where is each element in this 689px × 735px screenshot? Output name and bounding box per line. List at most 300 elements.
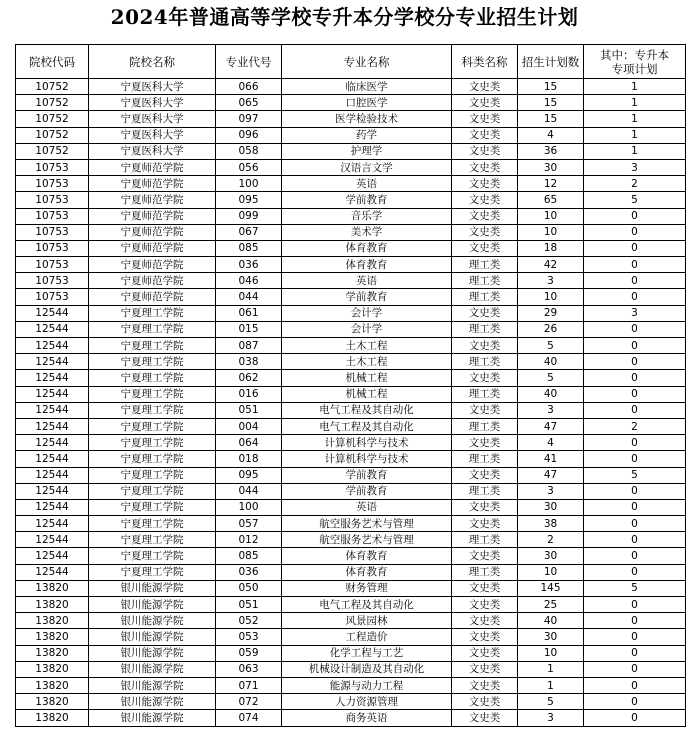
major-name-cell: 体育教育 xyxy=(282,564,452,580)
school-code-cell: 12544 xyxy=(16,451,89,467)
school-name-cell: 银川能源学院 xyxy=(89,597,216,613)
plan-count-cell: 15 xyxy=(518,95,584,111)
school-code-cell: 12544 xyxy=(16,483,89,499)
plan-count-cell: 3 xyxy=(518,273,584,289)
major-name-cell: 计算机科学与技术 xyxy=(282,435,452,451)
major-name-cell: 英语 xyxy=(282,273,452,289)
table-row xyxy=(16,661,686,677)
category-cell: 理工类 xyxy=(452,257,518,273)
major-name-cell: 英语 xyxy=(282,176,452,192)
table-row xyxy=(16,305,686,321)
major-code-cell: 044 xyxy=(216,483,282,499)
major-code-cell: 067 xyxy=(216,224,282,240)
plan-count-cell: 25 xyxy=(518,597,584,613)
category-cell: 文史类 xyxy=(452,597,518,613)
category-cell: 文史类 xyxy=(452,645,518,661)
school-code-cell: 12544 xyxy=(16,564,89,580)
category-cell: 文史类 xyxy=(452,435,518,451)
special-plan-cell: 0 xyxy=(584,710,686,726)
major-code-cell: 065 xyxy=(216,95,282,111)
school-name-cell: 宁夏理工学院 xyxy=(89,354,216,370)
category-cell: 理工类 xyxy=(452,289,518,305)
special-plan-cell: 1 xyxy=(584,127,686,143)
major-code-cell: 015 xyxy=(216,321,282,337)
school-name-cell: 宁夏理工学院 xyxy=(89,305,216,321)
table-row xyxy=(16,224,686,240)
category-cell: 文史类 xyxy=(452,370,518,386)
category-cell: 文史类 xyxy=(452,710,518,726)
category-cell: 文史类 xyxy=(452,305,518,321)
school-code-cell: 12544 xyxy=(16,402,89,418)
special-plan-cell: 5 xyxy=(584,192,686,208)
header-school-name: 院校名称 xyxy=(89,45,216,79)
major-name-cell: 医学检验技术 xyxy=(282,111,452,127)
school-code-cell: 10752 xyxy=(16,111,89,127)
special-plan-cell: 0 xyxy=(584,661,686,677)
category-cell: 文史类 xyxy=(452,240,518,256)
table-row xyxy=(16,629,686,645)
table-row xyxy=(16,321,686,337)
table-row xyxy=(16,354,686,370)
table-row xyxy=(16,111,686,127)
school-name-cell: 宁夏理工学院 xyxy=(89,467,216,483)
special-plan-cell: 0 xyxy=(584,338,686,354)
plan-count-cell: 10 xyxy=(518,564,584,580)
major-code-cell: 053 xyxy=(216,629,282,645)
school-name-cell: 宁夏理工学院 xyxy=(89,435,216,451)
major-code-cell: 072 xyxy=(216,694,282,710)
major-code-cell: 097 xyxy=(216,111,282,127)
school-name-cell: 银川能源学院 xyxy=(89,694,216,710)
school-code-cell: 10752 xyxy=(16,79,89,95)
plan-count-cell: 15 xyxy=(518,111,584,127)
category-cell: 理工类 xyxy=(452,451,518,467)
major-code-cell: 050 xyxy=(216,580,282,596)
major-name-cell: 机械工程 xyxy=(282,386,452,402)
special-plan-cell: 2 xyxy=(584,418,686,434)
major-name-cell: 学前教育 xyxy=(282,467,452,483)
major-name-cell: 土木工程 xyxy=(282,354,452,370)
school-name-cell: 宁夏师范学院 xyxy=(89,257,216,273)
plan-count-cell: 36 xyxy=(518,143,584,159)
major-name-cell: 体育教育 xyxy=(282,240,452,256)
special-plan-cell: 5 xyxy=(584,580,686,596)
school-code-cell: 10753 xyxy=(16,289,89,305)
category-cell: 文史类 xyxy=(452,694,518,710)
header-major-code: 专业代号 xyxy=(216,45,282,79)
major-code-cell: 100 xyxy=(216,499,282,515)
major-name-cell: 会计学 xyxy=(282,321,452,337)
school-name-cell: 银川能源学院 xyxy=(89,613,216,629)
category-cell: 文史类 xyxy=(452,402,518,418)
special-plan-cell: 1 xyxy=(584,95,686,111)
category-cell: 理工类 xyxy=(452,321,518,337)
category-cell: 理工类 xyxy=(452,532,518,548)
school-name-cell: 宁夏理工学院 xyxy=(89,516,216,532)
major-name-cell: 美术学 xyxy=(282,224,452,240)
major-code-cell: 085 xyxy=(216,240,282,256)
category-cell: 文史类 xyxy=(452,176,518,192)
major-code-cell: 044 xyxy=(216,289,282,305)
table-row xyxy=(16,208,686,224)
school-code-cell: 13820 xyxy=(16,710,89,726)
table-row xyxy=(16,580,686,596)
major-name-cell: 体育教育 xyxy=(282,257,452,273)
school-code-cell: 10753 xyxy=(16,273,89,289)
school-name-cell: 宁夏理工学院 xyxy=(89,532,216,548)
school-name-cell: 宁夏理工学院 xyxy=(89,370,216,386)
school-name-cell: 宁夏师范学院 xyxy=(89,208,216,224)
special-plan-cell: 0 xyxy=(584,613,686,629)
major-code-cell: 051 xyxy=(216,402,282,418)
major-name-cell: 土木工程 xyxy=(282,338,452,354)
category-cell: 文史类 xyxy=(452,629,518,645)
special-plan-cell: 0 xyxy=(584,386,686,402)
plan-count-cell: 145 xyxy=(518,580,584,596)
plan-count-cell: 30 xyxy=(518,499,584,515)
table-row xyxy=(16,370,686,386)
table-row xyxy=(16,257,686,273)
table-row xyxy=(16,613,686,629)
major-name-cell: 学前教育 xyxy=(282,192,452,208)
table-row xyxy=(16,240,686,256)
school-code-cell: 13820 xyxy=(16,580,89,596)
special-plan-cell: 3 xyxy=(584,159,686,175)
major-name-cell: 机械设计制造及其自动化 xyxy=(282,661,452,677)
category-cell: 文史类 xyxy=(452,95,518,111)
major-name-cell: 机械工程 xyxy=(282,370,452,386)
category-cell: 文史类 xyxy=(452,467,518,483)
school-code-cell: 10752 xyxy=(16,95,89,111)
header-major-name: 专业名称 xyxy=(282,45,452,79)
plan-count-cell: 30 xyxy=(518,548,584,564)
table-row xyxy=(16,483,686,499)
major-code-cell: 071 xyxy=(216,677,282,693)
school-code-cell: 12544 xyxy=(16,435,89,451)
table-row xyxy=(16,516,686,532)
table-row xyxy=(16,127,686,143)
school-name-cell: 宁夏理工学院 xyxy=(89,564,216,580)
table-row xyxy=(16,548,686,564)
school-code-cell: 12544 xyxy=(16,516,89,532)
table-row xyxy=(16,564,686,580)
plan-count-cell: 30 xyxy=(518,159,584,175)
special-plan-cell: 0 xyxy=(584,208,686,224)
school-code-cell: 13820 xyxy=(16,694,89,710)
special-plan-cell: 1 xyxy=(584,143,686,159)
table-row xyxy=(16,95,686,111)
school-name-cell: 银川能源学院 xyxy=(89,645,216,661)
category-cell: 文史类 xyxy=(452,499,518,515)
school-code-cell: 12544 xyxy=(16,305,89,321)
category-cell: 文史类 xyxy=(452,159,518,175)
table-row xyxy=(16,386,686,402)
header-school-code: 院校代码 xyxy=(16,45,89,79)
table-row xyxy=(16,289,686,305)
plan-count-cell: 41 xyxy=(518,451,584,467)
table-row xyxy=(16,338,686,354)
plan-count-cell: 47 xyxy=(518,418,584,434)
plan-count-cell: 47 xyxy=(518,467,584,483)
school-code-cell: 13820 xyxy=(16,677,89,693)
table-row xyxy=(16,159,686,175)
special-plan-cell: 0 xyxy=(584,257,686,273)
table-row xyxy=(16,467,686,483)
special-plan-cell: 0 xyxy=(584,645,686,661)
major-code-cell: 018 xyxy=(216,451,282,467)
school-name-cell: 银川能源学院 xyxy=(89,661,216,677)
special-plan-cell: 0 xyxy=(584,532,686,548)
special-plan-cell: 0 xyxy=(584,402,686,418)
major-code-cell: 095 xyxy=(216,192,282,208)
table-row xyxy=(16,176,686,192)
school-name-cell: 宁夏理工学院 xyxy=(89,321,216,337)
school-code-cell: 10753 xyxy=(16,240,89,256)
school-code-cell: 13820 xyxy=(16,597,89,613)
category-cell: 文史类 xyxy=(452,516,518,532)
plan-count-cell: 40 xyxy=(518,354,584,370)
major-name-cell: 能源与动力工程 xyxy=(282,677,452,693)
table-row xyxy=(16,418,686,434)
plan-count-cell: 65 xyxy=(518,192,584,208)
school-name-cell: 宁夏医科大学 xyxy=(89,111,216,127)
major-name-cell: 计算机科学与技术 xyxy=(282,451,452,467)
category-cell: 理工类 xyxy=(452,273,518,289)
school-name-cell: 宁夏师范学院 xyxy=(89,176,216,192)
major-code-cell: 036 xyxy=(216,257,282,273)
school-name-cell: 宁夏理工学院 xyxy=(89,499,216,515)
school-name-cell: 宁夏师范学院 xyxy=(89,289,216,305)
school-name-cell: 宁夏医科大学 xyxy=(89,143,216,159)
major-name-cell: 会计学 xyxy=(282,305,452,321)
major-code-cell: 085 xyxy=(216,548,282,564)
category-cell: 文史类 xyxy=(452,580,518,596)
major-name-cell: 电气工程及其自动化 xyxy=(282,418,452,434)
major-code-cell: 074 xyxy=(216,710,282,726)
plan-count-cell: 42 xyxy=(518,257,584,273)
school-code-cell: 12544 xyxy=(16,370,89,386)
school-name-cell: 宁夏医科大学 xyxy=(89,127,216,143)
plan-count-cell: 4 xyxy=(518,435,584,451)
major-code-cell: 057 xyxy=(216,516,282,532)
school-name-cell: 宁夏师范学院 xyxy=(89,192,216,208)
special-plan-cell: 0 xyxy=(584,354,686,370)
major-name-cell: 音乐学 xyxy=(282,208,452,224)
table-row xyxy=(16,273,686,289)
header-plan-count: 招生计划数 xyxy=(518,45,584,79)
table-row xyxy=(16,143,686,159)
major-code-cell: 061 xyxy=(216,305,282,321)
table-row xyxy=(16,499,686,515)
major-name-cell: 电气工程及其自动化 xyxy=(282,597,452,613)
school-code-cell: 10753 xyxy=(16,257,89,273)
category-cell: 文史类 xyxy=(452,613,518,629)
major-code-cell: 038 xyxy=(216,354,282,370)
plan-count-cell: 10 xyxy=(518,224,584,240)
school-code-cell: 13820 xyxy=(16,629,89,645)
table-row xyxy=(16,694,686,710)
plan-count-cell: 12 xyxy=(518,176,584,192)
school-name-cell: 银川能源学院 xyxy=(89,677,216,693)
school-code-cell: 10752 xyxy=(16,127,89,143)
plan-count-cell: 40 xyxy=(518,386,584,402)
major-code-cell: 063 xyxy=(216,661,282,677)
school-name-cell: 宁夏医科大学 xyxy=(89,95,216,111)
special-plan-cell: 0 xyxy=(584,516,686,532)
major-code-cell: 100 xyxy=(216,176,282,192)
category-cell: 理工类 xyxy=(452,386,518,402)
plan-count-cell: 5 xyxy=(518,370,584,386)
category-cell: 文史类 xyxy=(452,224,518,240)
category-cell: 文史类 xyxy=(452,661,518,677)
plan-count-cell: 5 xyxy=(518,694,584,710)
plan-count-cell: 4 xyxy=(518,127,584,143)
table-row xyxy=(16,710,686,726)
plan-count-cell: 15 xyxy=(518,79,584,95)
major-code-cell: 062 xyxy=(216,370,282,386)
special-plan-cell: 0 xyxy=(584,289,686,305)
school-name-cell: 宁夏理工学院 xyxy=(89,483,216,499)
plan-count-cell: 5 xyxy=(518,338,584,354)
major-code-cell: 046 xyxy=(216,273,282,289)
school-code-cell: 13820 xyxy=(16,645,89,661)
school-code-cell: 12544 xyxy=(16,386,89,402)
special-plan-cell: 0 xyxy=(584,483,686,499)
major-name-cell: 护理学 xyxy=(282,143,452,159)
major-code-cell: 016 xyxy=(216,386,282,402)
plan-count-cell: 38 xyxy=(518,516,584,532)
plan-count-cell: 3 xyxy=(518,402,584,418)
category-cell: 文史类 xyxy=(452,127,518,143)
school-code-cell: 12544 xyxy=(16,499,89,515)
major-name-cell: 航空服务艺术与管理 xyxy=(282,532,452,548)
category-cell: 理工类 xyxy=(452,564,518,580)
special-plan-cell: 0 xyxy=(584,694,686,710)
plan-count-cell: 3 xyxy=(518,710,584,726)
school-code-cell: 10753 xyxy=(16,159,89,175)
school-code-cell: 12544 xyxy=(16,338,89,354)
major-name-cell: 人力资源管理 xyxy=(282,694,452,710)
major-code-cell: 052 xyxy=(216,613,282,629)
major-code-cell: 059 xyxy=(216,645,282,661)
school-name-cell: 宁夏师范学院 xyxy=(89,159,216,175)
table-row xyxy=(16,402,686,418)
special-plan-cell: 0 xyxy=(584,435,686,451)
school-code-cell: 10752 xyxy=(16,143,89,159)
plan-count-cell: 40 xyxy=(518,613,584,629)
special-plan-cell: 0 xyxy=(584,321,686,337)
special-plan-cell: 0 xyxy=(584,629,686,645)
major-name-cell: 汉语言文学 xyxy=(282,159,452,175)
major-code-cell: 087 xyxy=(216,338,282,354)
school-name-cell: 银川能源学院 xyxy=(89,580,216,596)
major-name-cell: 商务英语 xyxy=(282,710,452,726)
table-body xyxy=(16,79,686,727)
major-name-cell: 化学工程与工艺 xyxy=(282,645,452,661)
major-name-cell: 体育教育 xyxy=(282,548,452,564)
plan-count-cell: 10 xyxy=(518,645,584,661)
special-plan-cell: 1 xyxy=(584,79,686,95)
major-code-cell: 064 xyxy=(216,435,282,451)
plan-count-cell: 18 xyxy=(518,240,584,256)
school-code-cell: 13820 xyxy=(16,613,89,629)
plan-count-cell: 1 xyxy=(518,677,584,693)
special-plan-cell: 0 xyxy=(584,548,686,564)
school-code-cell: 10753 xyxy=(16,176,89,192)
major-name-cell: 风景园林 xyxy=(282,613,452,629)
school-code-cell: 12544 xyxy=(16,467,89,483)
plan-count-cell: 26 xyxy=(518,321,584,337)
major-name-cell: 航空服务艺术与管理 xyxy=(282,516,452,532)
school-code-cell: 12544 xyxy=(16,354,89,370)
special-plan-cell: 1 xyxy=(584,111,686,127)
header-category: 科类名称 xyxy=(452,45,518,79)
major-code-cell: 004 xyxy=(216,418,282,434)
plan-count-cell: 1 xyxy=(518,661,584,677)
category-cell: 文史类 xyxy=(452,338,518,354)
major-name-cell: 财务管理 xyxy=(282,580,452,596)
major-code-cell: 058 xyxy=(216,143,282,159)
major-code-cell: 051 xyxy=(216,597,282,613)
major-name-cell: 学前教育 xyxy=(282,289,452,305)
school-code-cell: 10753 xyxy=(16,192,89,208)
major-name-cell: 药学 xyxy=(282,127,452,143)
table-row xyxy=(16,435,686,451)
header-special-plan: 其中：专升本 专项计划 xyxy=(584,45,686,79)
major-name-cell: 电气工程及其自动化 xyxy=(282,402,452,418)
school-code-cell: 13820 xyxy=(16,661,89,677)
major-code-cell: 095 xyxy=(216,467,282,483)
special-plan-cell: 0 xyxy=(584,564,686,580)
category-cell: 理工类 xyxy=(452,354,518,370)
special-plan-cell: 0 xyxy=(584,597,686,613)
major-code-cell: 066 xyxy=(216,79,282,95)
school-name-cell: 宁夏理工学院 xyxy=(89,402,216,418)
school-name-cell: 宁夏师范学院 xyxy=(89,224,216,240)
table-row xyxy=(16,645,686,661)
major-name-cell: 学前教育 xyxy=(282,483,452,499)
plan-count-cell: 10 xyxy=(518,289,584,305)
category-cell: 文史类 xyxy=(452,143,518,159)
special-plan-cell: 0 xyxy=(584,240,686,256)
school-name-cell: 银川能源学院 xyxy=(89,629,216,645)
category-cell: 文史类 xyxy=(452,208,518,224)
plan-count-cell: 29 xyxy=(518,305,584,321)
school-code-cell: 12544 xyxy=(16,532,89,548)
plan-count-cell: 30 xyxy=(518,629,584,645)
table-row xyxy=(16,79,686,95)
special-plan-cell: 3 xyxy=(584,305,686,321)
table-row xyxy=(16,677,686,693)
special-plan-cell: 0 xyxy=(584,273,686,289)
special-plan-cell: 0 xyxy=(584,677,686,693)
school-code-cell: 10753 xyxy=(16,208,89,224)
major-code-cell: 036 xyxy=(216,564,282,580)
special-plan-cell: 5 xyxy=(584,467,686,483)
major-code-cell: 056 xyxy=(216,159,282,175)
major-name-cell: 临床医学 xyxy=(282,79,452,95)
school-name-cell: 宁夏理工学院 xyxy=(89,338,216,354)
major-name-cell: 英语 xyxy=(282,499,452,515)
special-plan-cell: 0 xyxy=(584,451,686,467)
school-name-cell: 宁夏理工学院 xyxy=(89,548,216,564)
table-row xyxy=(16,451,686,467)
special-plan-cell: 2 xyxy=(584,176,686,192)
page-title: 2024年普通高等学校专升本分学校分专业招生计划 xyxy=(110,5,579,29)
school-name-cell: 宁夏理工学院 xyxy=(89,386,216,402)
special-plan-cell: 0 xyxy=(584,370,686,386)
major-name-cell: 口腔医学 xyxy=(282,95,452,111)
